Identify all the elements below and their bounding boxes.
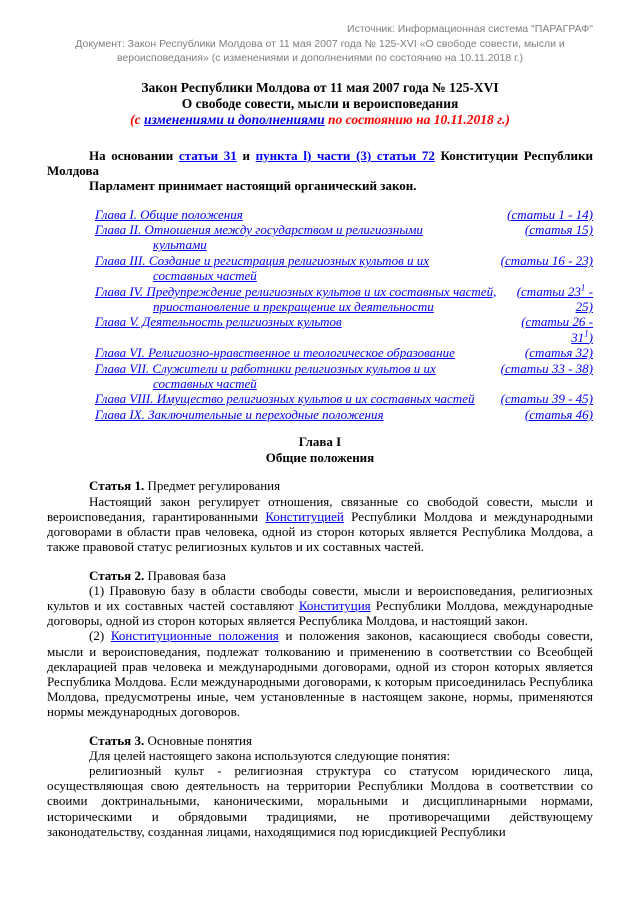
toc-chapter-9-articles-link[interactable] [485, 407, 593, 422]
toc-row-1 [95, 207, 593, 222]
title-block [47, 80, 593, 128]
toc-art-text: ) [588, 329, 593, 345]
basis-text-1: На основании [89, 148, 179, 163]
toc-row-7 [95, 361, 593, 392]
system-header [47, 22, 593, 65]
article-1-paragraph-1 [47, 494, 593, 555]
table-of-contents [95, 207, 593, 423]
article-1-text-2: Республики Молдова и международными договорами в области прав человека, одной из сторон которых является Республика Молдова, а также правовой статус религиозных культов и их составных частей. [47, 508, 593, 555]
toc-chapter-9-link[interactable]: Глава IX. Заключительные и переходные положения [95, 406, 384, 422]
article-2-label: Статья 2. [89, 567, 145, 583]
toc-row-5 [95, 314, 593, 345]
article-3-heading [47, 733, 593, 748]
article-1-text-1: Настоящий закон регулирует отношения, связанные со свободой совести, мысли и вероисповедания, гарантированными [47, 493, 593, 524]
source-line: Источник: Информационная система "ПАРАГРАФ" [347, 23, 593, 35]
toc-chapter-5-link[interactable]: Глава V. Деятельность религиозных культов [95, 314, 342, 330]
toc-row-6 [95, 345, 593, 360]
article-2-paragraph-1 [47, 583, 593, 629]
article-1-label: Статья 1. [89, 478, 145, 494]
toc-row-3 [95, 253, 593, 284]
toc-art-sup: 1 [580, 282, 586, 293]
article-2-heading [47, 568, 593, 583]
toc-art-text: (статья 46) [524, 406, 593, 422]
chapter-1-heading [47, 434, 593, 465]
amendments-note [47, 112, 593, 128]
toc-art-text: - 25) [575, 283, 593, 315]
toc-art-text: (статьи 33 - 38) [500, 360, 593, 376]
toc-chapter-7-articles-link[interactable] [485, 361, 593, 376]
law-subtitle: О свободе совести, мысли и вероисповедания [181, 96, 459, 111]
toc-art-text: (статьи 26 - 31 [521, 314, 593, 345]
toc-chapter-3-articles-link[interactable] [485, 253, 593, 268]
toc-chapter-5-articles-link[interactable] [509, 314, 593, 345]
toc-art-text: (статьи 16 - 23) [500, 252, 593, 268]
article-3-paragraph-1: Для целей настоящего закона используются следующие понятия: [89, 747, 451, 763]
preamble [47, 148, 593, 194]
link-article-31[interactable]: статьи 31 [178, 148, 237, 163]
article-1-title: Предмет регулирования [144, 478, 281, 494]
toc-chapter-6-articles-link[interactable] [485, 345, 593, 360]
article-2-paragraph-2 [47, 628, 593, 719]
toc-chapter-1-link[interactable]: Глава I. Общие положения [95, 206, 243, 222]
toc-art-text: (статьи 39 - 45) [500, 391, 593, 407]
article-2-title: Правовая база [144, 567, 226, 583]
document-line: Документ: Закон Республики Молдова от 11 мая 2007 года № 125-XVI «О свободе совести, мысли и вероисповедания» (с изменениями и дополнениями по состоянию на 10.11.2018 г.) [75, 38, 565, 64]
article-2-p2-text-1: (2) [89, 628, 111, 644]
link-article-72[interactable]: пункта l) части (3) статьи 72 [255, 148, 435, 163]
toc-chapter-1-articles-link[interactable] [485, 207, 593, 222]
basis-text-2: и [236, 148, 256, 163]
toc-chapter-7-link[interactable]: Глава VII. Служители и работники религиозных культов и их составных частей [95, 360, 436, 392]
toc-art-text: (статья 15) [524, 222, 593, 238]
toc-row-8 [95, 391, 593, 406]
toc-art-text: (статьи 1 - 14) [507, 206, 593, 222]
toc-chapter-6-link[interactable]: Глава VI. Религиозно-нравственное и теологическое образование [95, 345, 455, 361]
amendments-pre: (с [130, 112, 145, 127]
toc-row-4 [95, 284, 593, 315]
constitution-link-1[interactable]: Конституцией [265, 508, 344, 524]
article-2-p1-text-2: Республики Молдова, международные договоры, одной из сторон которых является Республика Молдова, и настоящий закон. [47, 597, 593, 629]
toc-chapter-8-articles-link[interactable] [485, 391, 593, 406]
basis-text-3: Конституции Республики Молдова [47, 148, 593, 179]
preamble-parliament: Парламент принимает настоящий органический закон. [89, 178, 417, 194]
article-3-paragraph-2: религиозный культ - религиозная структура со статусом юридического лица, осуществляющая свою деятельность на территории Республики Молдова в соответствии со своими доктринальными, каноническими, моральными и дисциплинарными нормами, историческими и обрядовыми традициями, не противоречащими действующему законодательству, созданная лицами, находящимися под юрисдикцией Республики [47, 762, 593, 839]
toc-row-2 [95, 222, 593, 253]
chapter-1-number: Глава I [298, 434, 342, 450]
toc-art-text: (статьи 23 [516, 283, 581, 299]
amendments-post: по состоянию на 10.11.2018 г.) [324, 112, 510, 127]
toc-art-text: (статья 32) [524, 345, 593, 361]
toc-chapter-2-articles-link[interactable] [485, 222, 593, 237]
toc-chapter-8-link[interactable]: Глава VIII. Имущество религиозных культов и их составных частей [95, 391, 475, 407]
amendments-link[interactable]: изменениями и дополнениями [144, 112, 325, 127]
article-2-p2-text-2: и положения законов, касающиеся свободы совести, мысли и вероисповедания, подлежат толкованию и применению в соответствии со Всеобщей декларацией прав человека и международными договорами, одной из сторон которых является Республика Молдова. Если международными договорами, к которым присоединилась Республика Молдова, предусмотрены иные, чем установленные в настоящем законе, нормы, применяются нормы международных договоров. [47, 628, 594, 720]
law-title: Закон Республики Молдова от 11 мая 2007 года № 125-XVI [141, 80, 499, 95]
article-2-p1-text-1: (1) Правовую базу в области свободы совести, мысли и вероисповедания, религиозных культов и их составных частей составляют [47, 582, 593, 613]
constitutional-provisions-link[interactable]: Конституционные положения [110, 628, 279, 644]
toc-art-sup: 1 [584, 328, 589, 339]
article-1-heading [47, 478, 593, 493]
toc-chapter-3-link[interactable]: Глава III. Создание и регистрация религиозных культов и их составных частей [95, 252, 429, 284]
article-3-label: Статья 3. [89, 732, 145, 748]
preamble-basis [47, 148, 593, 178]
toc-chapter-4-link[interactable]: Глава IV. Предупреждение религиозных культов и их составных частей, приостановление и прекращение их деятельности [95, 283, 497, 315]
chapter-1-title: Общие положения [265, 449, 375, 465]
toc-chapter-4-articles-link[interactable] [509, 284, 593, 315]
constitution-link-2[interactable]: Конституция [298, 597, 371, 613]
article-3-title: Основные понятия [144, 732, 252, 748]
toc-row-9 [95, 407, 593, 422]
toc-chapter-2-link[interactable]: Глава II. Отношения между государством и религиозными культами [95, 222, 423, 253]
